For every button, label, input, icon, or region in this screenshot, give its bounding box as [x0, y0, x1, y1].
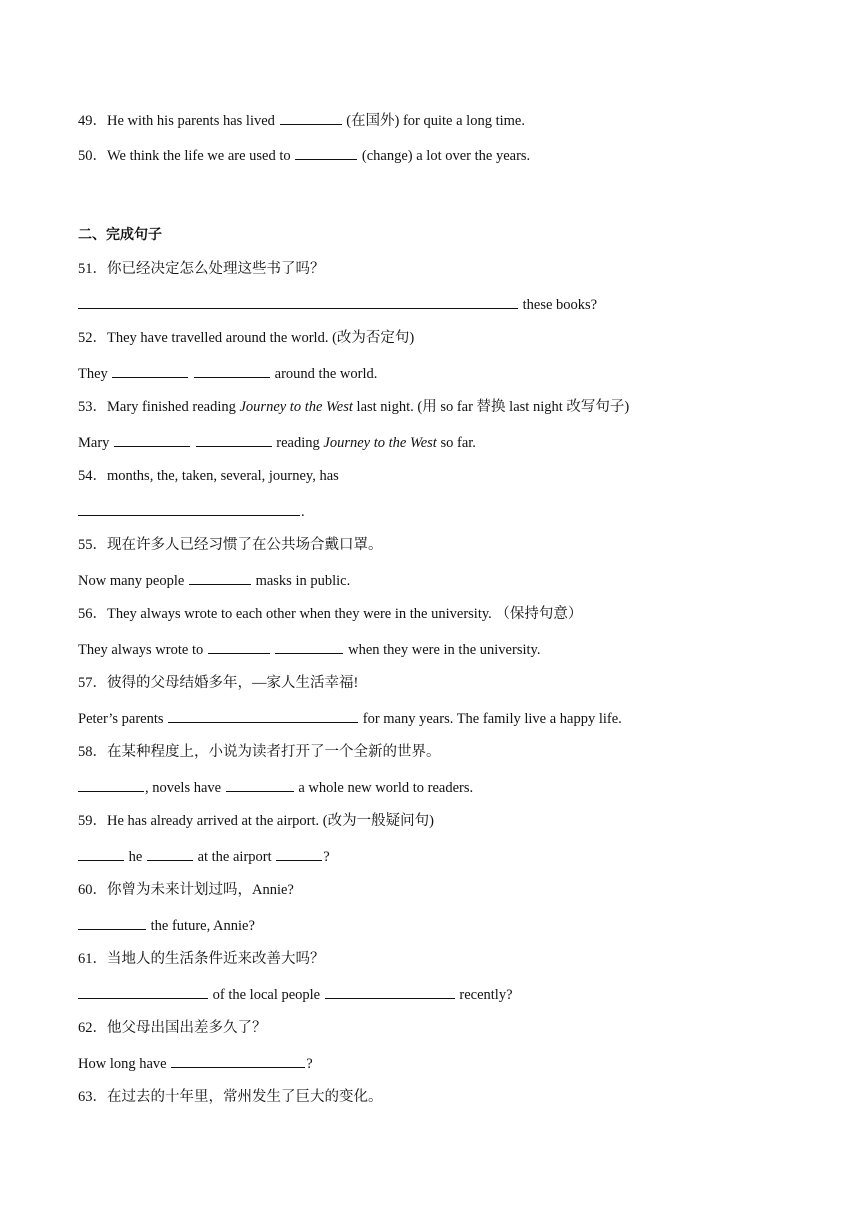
question-57-prompt: 57．彼得的父母结婚多年，—家人生活幸福! — [78, 675, 359, 691]
question-58-prompt: 58．在某种程度上，小说为读者打开了一个全新的世界。 — [78, 744, 441, 760]
question-57-answer: Peter’s parents for many years. The family live a happy life. — [78, 708, 622, 729]
question-60-prompt: 60．你曾为未来计划过吗，Annie? — [78, 882, 294, 898]
answer-blank[interactable] — [226, 777, 294, 792]
question-56-answer: They always wrote to when they were in the university. — [78, 639, 540, 660]
answer-blank[interactable] — [168, 708, 358, 723]
question-49: 49．He with his parents has lived (在国外) for quite a long time. — [78, 110, 525, 131]
question-59-answer: he at the airport ? — [78, 846, 330, 867]
question-60-answer: the future, Annie? — [78, 915, 255, 936]
answer-blank[interactable] — [295, 145, 357, 160]
question-51-answer: these books? — [78, 294, 597, 315]
answer-blank[interactable] — [208, 639, 270, 654]
answer-blank[interactable] — [275, 639, 343, 654]
answer-blank[interactable] — [196, 432, 272, 447]
question-50: 50．We think the life we are used to (change) a lot over the years. — [78, 145, 530, 166]
question-52-answer: They around the world. — [78, 363, 377, 384]
answer-blank[interactable] — [78, 984, 208, 999]
question-59-prompt: 59．He has already arrived at the airport. (改为一般疑问句) — [78, 813, 434, 829]
answer-blank[interactable] — [78, 777, 144, 792]
question-54-answer: . — [78, 501, 305, 522]
answer-blank[interactable] — [78, 294, 518, 309]
answer-blank[interactable] — [276, 846, 322, 861]
question-55-prompt: 55．现在许多人已经习惯了在公共场合戴口罩。 — [78, 537, 383, 553]
answer-blank[interactable] — [194, 363, 270, 378]
answer-blank[interactable] — [325, 984, 455, 999]
question-63-prompt: 63．在过去的十年里，常州发生了巨大的变化。 — [78, 1089, 383, 1105]
question-56-prompt: 56．They always wrote to each other when they were in the university. （保持句意） — [78, 606, 583, 622]
question-62-answer: How long have ? — [78, 1053, 313, 1074]
answer-blank[interactable] — [78, 501, 300, 516]
question-62-prompt: 62．他父母出国出差多久了？ — [78, 1020, 267, 1036]
answer-blank[interactable] — [147, 846, 193, 861]
question-53-prompt: 53．Mary finished reading Journey to the West last night. (用 so far 替换 last night 改写句子) — [78, 399, 630, 415]
question-61-prompt: 61．当地人的生活条件近来改善大吗？ — [78, 951, 325, 967]
section-title: 二、完成句子 — [78, 227, 162, 243]
answer-blank[interactable] — [78, 915, 146, 930]
question-51-prompt: 51．你已经决定怎么处理这些书了吗？ — [78, 261, 325, 277]
answer-blank[interactable] — [112, 363, 188, 378]
question-55-answer: Now many people masks in public. — [78, 570, 350, 591]
question-52-prompt: 52．They have travelled around the world. (改为否定句) — [78, 330, 415, 346]
question-58-answer: , novels have a whole new world to readers. — [78, 777, 473, 798]
answer-blank[interactable] — [171, 1053, 305, 1068]
question-53-answer: Mary reading Journey to the West so far. — [78, 432, 476, 453]
answer-blank[interactable] — [78, 846, 124, 861]
answer-blank[interactable] — [280, 110, 342, 125]
question-61-answer: of the local people recently? — [78, 984, 513, 1005]
answer-blank[interactable] — [189, 570, 251, 585]
answer-blank[interactable] — [114, 432, 190, 447]
question-54-prompt: 54．months, the, taken, several, journey, has — [78, 468, 339, 484]
